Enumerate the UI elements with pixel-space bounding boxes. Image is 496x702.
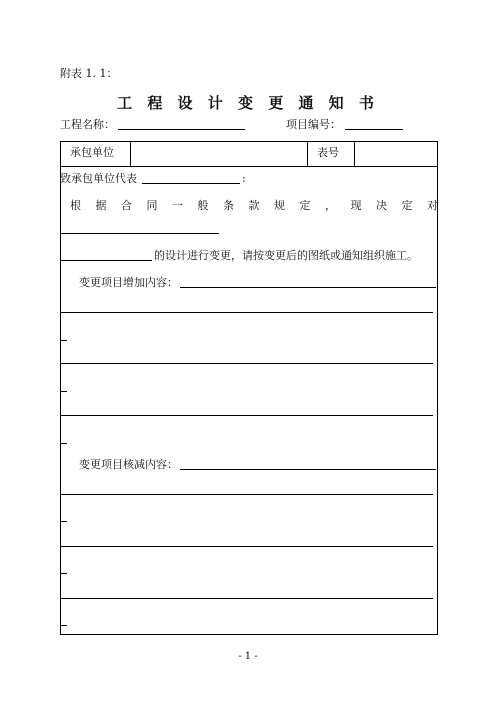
contract-char: 规 bbox=[274, 199, 285, 212]
contractor-field[interactable] bbox=[131, 142, 306, 165]
contract-clause-line bbox=[70, 199, 438, 213]
line-continuation-dash bbox=[61, 391, 67, 392]
reduce-items-line[interactable] bbox=[61, 546, 433, 547]
design-item-field[interactable] bbox=[61, 260, 152, 261]
project-name-label: 工程名称： bbox=[60, 118, 115, 131]
contract-char: 合 bbox=[121, 199, 132, 212]
rep-name-field[interactable] bbox=[142, 183, 240, 184]
reduce-items-line[interactable] bbox=[61, 598, 433, 599]
line-continuation-dash bbox=[61, 443, 67, 444]
contract-char: 定 bbox=[299, 199, 311, 212]
reduce-items-field[interactable] bbox=[180, 469, 436, 470]
contract-char: 对 bbox=[427, 199, 438, 212]
contract-char: 款 bbox=[248, 199, 260, 212]
page-number: - 1 - bbox=[238, 651, 258, 662]
line-continuation-dash bbox=[61, 625, 67, 626]
contract-char: ， bbox=[325, 199, 336, 212]
line-continuation-dash bbox=[61, 521, 67, 522]
add-items-line[interactable] bbox=[61, 363, 433, 364]
add-items-field[interactable] bbox=[180, 287, 436, 288]
contract-char: 据 bbox=[95, 199, 107, 212]
design-change-text: 的设计进行变更，请按变更后的图纸或通知组织施工。 bbox=[154, 249, 418, 262]
to-rep-label: 致承包单位代表 bbox=[60, 172, 137, 185]
contract-char: 根 bbox=[70, 199, 81, 212]
to-rep-colon: : bbox=[242, 172, 246, 185]
contract-char: 条 bbox=[223, 199, 234, 212]
add-items-line[interactable] bbox=[61, 312, 433, 313]
header-row-divider bbox=[60, 166, 438, 167]
contract-char: 决 bbox=[376, 199, 387, 212]
contract-char: 现 bbox=[350, 199, 362, 212]
add-items-line[interactable] bbox=[61, 415, 433, 416]
attachment-label: 附表 1. 1： bbox=[60, 67, 118, 80]
contract-char: 一 bbox=[172, 199, 183, 212]
decision-target-field[interactable] bbox=[61, 233, 219, 234]
project-name-field[interactable] bbox=[118, 129, 245, 130]
reduce-items-label: 变更项目核减内容： bbox=[79, 458, 178, 471]
contractor-label: 承包单位 bbox=[70, 146, 114, 159]
contract-char: 同 bbox=[146, 199, 158, 212]
reduce-items-line[interactable] bbox=[61, 494, 433, 495]
contract-char: 定 bbox=[401, 199, 413, 212]
project-number-field[interactable] bbox=[345, 129, 403, 130]
form-number-field[interactable] bbox=[355, 142, 437, 165]
contract-char: 般 bbox=[197, 199, 209, 212]
line-continuation-dash bbox=[61, 340, 67, 341]
form-number-label: 表号 bbox=[317, 146, 339, 159]
column-divider bbox=[307, 141, 308, 166]
page-title: 工 程 设 计 变 更 通 知 书 bbox=[117, 94, 379, 112]
add-items-label: 变更项目增加内容： bbox=[79, 276, 178, 289]
project-number-label: 项目编号： bbox=[286, 118, 341, 131]
line-continuation-dash bbox=[61, 573, 67, 574]
form-box bbox=[60, 141, 438, 635]
